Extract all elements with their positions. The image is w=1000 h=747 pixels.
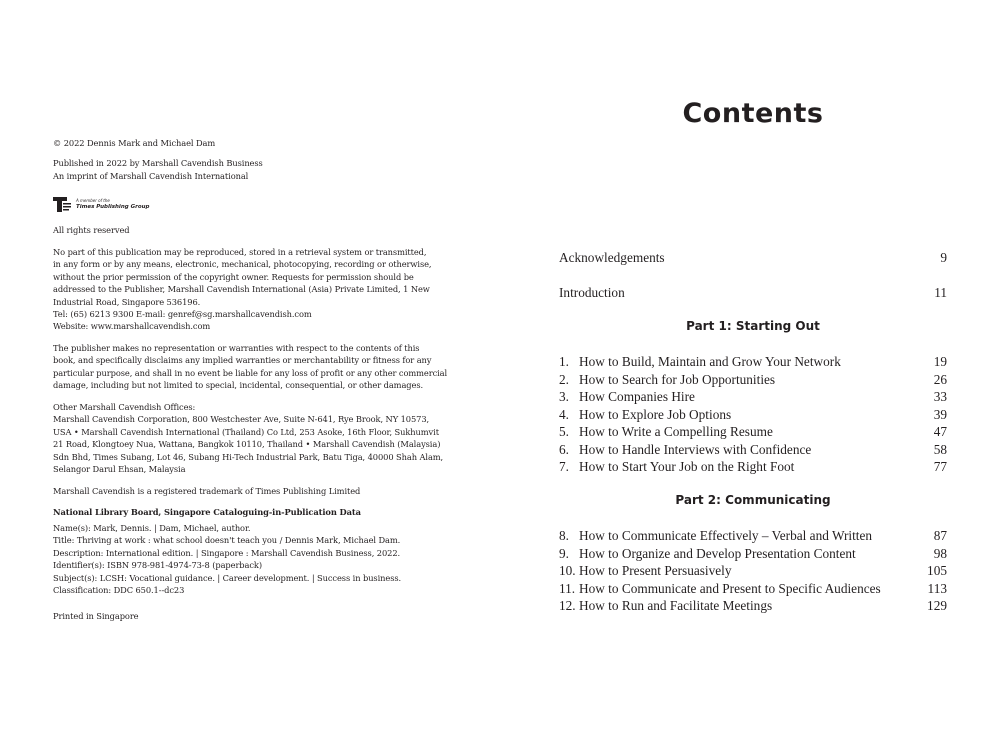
toc-num: 7. bbox=[559, 459, 569, 474]
permission-line: addressed to the Publisher, Marshall Cavendish International (Asia) Private Limited, 1 New bbox=[53, 284, 430, 295]
toc-page: 58 bbox=[933, 441, 947, 457]
toc-page: 87 bbox=[933, 528, 947, 543]
disclaimer-line: book, and specifically disclaims any implied warranties or merchantability or fitness for any bbox=[53, 355, 432, 366]
publisher-line: Published in 2022 by Marshall Cavendish Business bbox=[53, 158, 263, 168]
toc-num: 1. bbox=[559, 354, 569, 369]
part-heading: Part 2: Communicating bbox=[675, 493, 831, 507]
toc-page: 113 bbox=[927, 580, 947, 596]
toc-num: 5. bbox=[559, 424, 569, 439]
logo-tagline: A member of the bbox=[76, 198, 110, 203]
cip-line: Description: International edition. | Singapore : Marshall Cavendish Business, 2022. bbox=[53, 547, 401, 558]
toc-num: 6. bbox=[559, 441, 569, 457]
toc-title: How to Communicate and Present to Specific Audiences bbox=[579, 580, 881, 596]
disclaimer-line: The publisher makes no representation or warranties with respect to the contents of this bbox=[53, 343, 420, 353]
toc-title: How to Run and Facilitate Meetings bbox=[579, 598, 773, 613]
toc-entry[interactable] bbox=[559, 389, 947, 405]
part-heading: Part 1: Starting Out bbox=[686, 319, 820, 333]
toc-entry[interactable] bbox=[559, 546, 947, 562]
toc-entry[interactable] bbox=[559, 442, 947, 458]
toc-entry[interactable] bbox=[559, 424, 947, 440]
offices-line: Other Marshall Cavendish Offices: bbox=[53, 402, 196, 412]
toc-page: 19 bbox=[933, 354, 947, 369]
permission-line: Tel: (65) 6213 9300 E-mail: genref@sg.marshallcavendish.com bbox=[53, 309, 312, 319]
permission-line: in any form or by any means, electronic, mechanical, photocopying, recording or otherwise, bbox=[53, 259, 432, 270]
toc-title: How to Start Your Job on the Right Foot bbox=[579, 459, 795, 474]
toc-page: 33 bbox=[933, 389, 947, 404]
cip-line: Name(s): Mark, Dennis. | Dam, Michael, author. bbox=[53, 523, 251, 533]
toc-title: How to Build, Maintain and Grow Your Network bbox=[579, 354, 841, 369]
offices-line: Marshall Cavendish Corporation, 800 Westchester Ave, Suite N-641, Rye Brook, NY 10573, bbox=[53, 414, 430, 425]
toc-entry[interactable] bbox=[559, 598, 947, 614]
publisher-line: An imprint of Marshall Cavendish International bbox=[53, 170, 249, 181]
toc-entry[interactable] bbox=[559, 581, 947, 597]
contents-title: Contents bbox=[682, 98, 824, 129]
toc-num: 4. bbox=[559, 406, 569, 422]
toc-num: 2. bbox=[559, 371, 569, 387]
toc-page: 39 bbox=[933, 406, 947, 422]
toc-title: Acknowledgements bbox=[559, 250, 665, 265]
permission-line: No part of this publication may be reproduced, stored in a retrieval system or transmitted, bbox=[53, 247, 427, 257]
toc-num: 9. bbox=[559, 545, 569, 561]
toc-page: 77 bbox=[933, 459, 947, 474]
toc-title: How to Explore Job Options bbox=[579, 406, 732, 422]
toc-title: How to Write a Compelling Resume bbox=[579, 424, 773, 439]
tp-logo-icon bbox=[53, 195, 73, 213]
toc-title: How to Present Persuasively bbox=[579, 563, 732, 578]
permission-line: without the prior permission of the copyright owner. Requests for permission should be bbox=[53, 271, 414, 282]
toc-entry[interactable] bbox=[559, 285, 947, 301]
offices-line: Selangor Darul Ehsan, Malaysia bbox=[53, 464, 186, 474]
disclaimer-line: damage, including but not limited to special, incidental, consequential, or other damages. bbox=[53, 380, 424, 391]
toc-page: 129 bbox=[927, 598, 947, 613]
toc-page: 26 bbox=[933, 371, 947, 387]
logo-name: Times Publishing Group bbox=[76, 204, 150, 210]
toc-page: 47 bbox=[933, 424, 947, 439]
copyright-line: © 2022 Dennis Mark and Michael Dam bbox=[53, 138, 216, 148]
toc-entry[interactable] bbox=[559, 528, 947, 544]
toc-page: 11 bbox=[934, 285, 947, 300]
toc-page: 105 bbox=[927, 563, 947, 578]
toc-page: 98 bbox=[933, 545, 947, 561]
toc-num: 8. bbox=[559, 528, 569, 543]
cip-line: Classification: DDC 650.1--dc23 bbox=[53, 585, 185, 595]
toc-entry[interactable] bbox=[559, 563, 947, 579]
toc-num: 10. bbox=[559, 563, 576, 578]
toc-num: 3. bbox=[559, 389, 569, 404]
disclaimer-line: particular purpose, and shall in no event be liable for any loss of profit or any other commercial bbox=[53, 367, 448, 378]
offices-line: USA • Marshall Cavendish International (Thailand) Co Ltd, 253 Asoke, 16th Floor, Sukhumvit bbox=[53, 426, 439, 437]
toc-entry[interactable] bbox=[559, 354, 947, 370]
toc-page: 9 bbox=[940, 250, 947, 265]
toc-entry[interactable] bbox=[559, 250, 947, 266]
rights-line: All rights reserved bbox=[53, 225, 130, 235]
cip-heading: National Library Board, Singapore Cataloguing-in-Publication Data bbox=[53, 507, 361, 517]
toc-title: How Companies Hire bbox=[579, 389, 695, 404]
toc-title: How to Handle Interviews with Confidence bbox=[579, 441, 812, 457]
toc-entry[interactable] bbox=[559, 407, 947, 423]
offices-line: Sdn Bhd, Times Subang, Lot 46, Subang Hi-Tech Industrial Park, Batu Tiga, 40000 Shah Alam, bbox=[53, 451, 444, 462]
times-publishing-logo bbox=[53, 195, 149, 213]
toc-title: How to Organize and Develop Presentation Content bbox=[579, 545, 856, 561]
toc-num: 11. bbox=[559, 580, 576, 596]
offices-line: 21 Road, Klongtoey Nua, Wattana, Bangkok 10110, Thailand • Marshall Cavendish (Malaysia) bbox=[53, 439, 441, 450]
toc-num: 12. bbox=[559, 598, 576, 613]
toc-entry[interactable] bbox=[559, 459, 947, 475]
toc-title: How to Search for Job Opportunities bbox=[579, 371, 776, 387]
trademark-line: Marshall Cavendish is a registered trademark of Times Publishing Limited bbox=[53, 486, 361, 496]
permission-line: Website: www.marshallcavendish.com bbox=[53, 321, 211, 332]
toc-title: Introduction bbox=[559, 285, 625, 300]
cip-line: Title: Thriving at work : what school doesn't teach you / Dennis Mark, Michael Dam. bbox=[53, 535, 401, 546]
cip-line: Subject(s): LCSH: Vocational guidance. | Career development. | Success in business. bbox=[53, 572, 402, 583]
cip-line: Identifier(s): ISBN 978-981-4974-73-8 (paperback) bbox=[53, 560, 262, 571]
printed-line: Printed in Singapore bbox=[53, 611, 139, 621]
permission-line: Industrial Road, Singapore 536196. bbox=[53, 296, 201, 307]
toc-entry[interactable] bbox=[559, 372, 947, 388]
toc-title: How to Communicate Effectively – Verbal and Written bbox=[579, 528, 873, 543]
